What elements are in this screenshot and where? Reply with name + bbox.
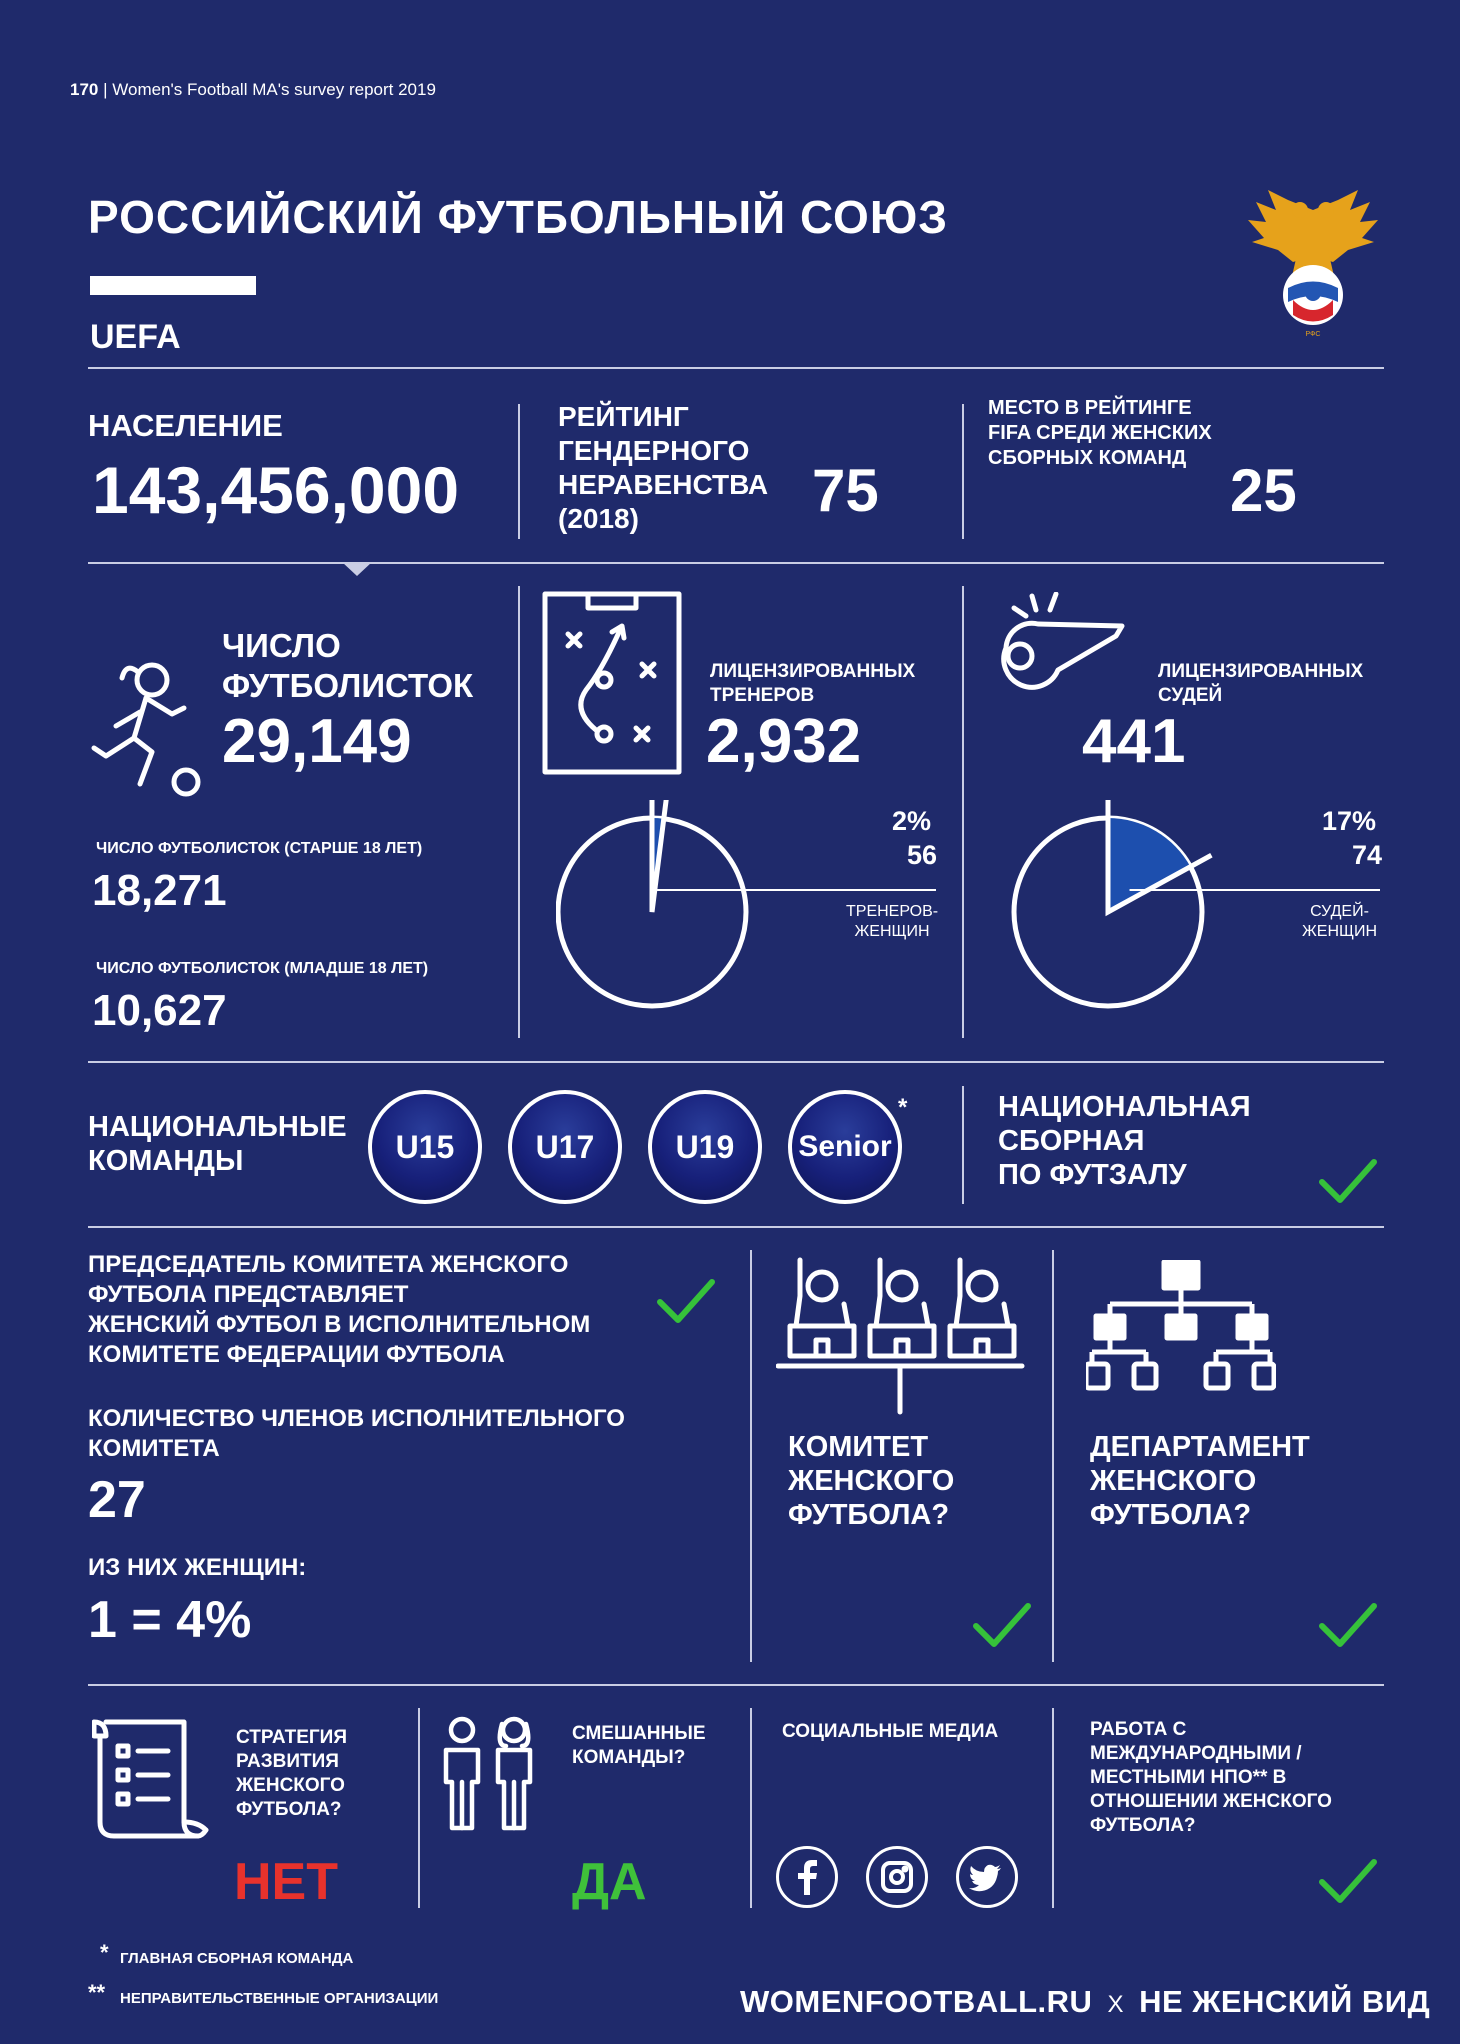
population-value: 143,456,000 <box>92 453 460 527</box>
committee-voting-icon <box>776 1256 1026 1416</box>
futsal-check-icon <box>1318 1156 1378 1206</box>
players-value: 29,149 <box>222 707 412 776</box>
branding-x: X <box>1107 1991 1125 2018</box>
exec-women-label: ИЗ НИХ ЖЕНЩИН: <box>88 1554 307 1581</box>
vrule-row5-a <box>418 1708 420 1908</box>
divider-3 <box>88 1061 1384 1063</box>
population-label: НАСЕЛЕНИЕ <box>88 408 283 443</box>
players-under18-label: ЧИСЛО ФУТБОЛИСТОК (МЛАДШЕ 18 ЛЕТ) <box>96 960 429 977</box>
header-separator: | <box>103 80 108 99</box>
mixed-teams-label: СМЕШАННЫЕ КОМАНДЫ? <box>572 1723 706 1768</box>
page-header <box>70 80 436 100</box>
vrule-row4-a <box>750 1250 752 1662</box>
ngo-label: РАБОТА С МЕЖДУНАРОДНЫМИ / МЕСТНЫМИ НПО** В ОТНОШЕНИИ ЖЕНСКОГО ФУТБОЛА? <box>1090 1719 1332 1836</box>
divider-2 <box>88 562 1384 564</box>
exec-women-value: 1 = 4% <box>88 1591 252 1649</box>
players-over18-value: 18,271 <box>92 866 227 915</box>
womens-department-label: ДЕПАРТАМЕНТ ЖЕНСКОГО ФУТБОЛА? <box>1090 1431 1310 1531</box>
vrule-row1-b <box>962 404 964 539</box>
players-label: ЧИСЛО ФУТБОЛИСТОК <box>222 627 474 704</box>
report-title: Women's Football MA's survey report 2019 <box>112 80 436 99</box>
senior-footnote-mark: * <box>898 1094 908 1121</box>
team-badge-u15: U15 <box>368 1090 482 1204</box>
branding-right: НЕ ЖЕНСКИЙ ВИД <box>1139 1984 1431 2019</box>
exec-committee-label: КОЛИЧЕСТВО ЧЛЕНОВ ИСПОЛНИТЕЛЬНОГО КОМИТЕТА <box>88 1405 625 1462</box>
womens-committee-label: КОМИТЕТ ЖЕНСКОГО ФУТБОЛА? <box>788 1431 955 1531</box>
ngo-check-icon <box>1318 1856 1378 1906</box>
facebook-icon[interactable] <box>776 1846 838 1908</box>
committee-chair-check-icon <box>656 1276 716 1326</box>
referees-women-slice <box>1108 818 1190 912</box>
page-title: РОССИЙСКИЙ ФУТБОЛЬНЫЙ СОЮЗ <box>88 191 949 243</box>
title-underline <box>90 276 256 295</box>
referees-women-count: 74 <box>1352 840 1383 870</box>
twitter-icon[interactable] <box>956 1846 1018 1908</box>
strategy-answer: НЕТ <box>234 1853 338 1911</box>
womens-department-check-icon <box>1318 1600 1378 1650</box>
coaches-women-count: 56 <box>907 840 938 870</box>
org-chart-icon <box>1086 1260 1276 1396</box>
national-teams-label: НАЦИОНАЛЬНЫЕ КОМАНДЫ <box>88 1111 347 1177</box>
futsal-label: НАЦИОНАЛЬНАЯ СБОРНАЯ ПО ФУТЗАЛУ <box>998 1091 1251 1191</box>
instagram-icon[interactable] <box>866 1846 928 1908</box>
team-badge-senior: Senior <box>788 1090 902 1204</box>
team-badge-u17: U17 <box>508 1090 622 1204</box>
gender-rating-label: РЕЙТИНГ ГЕНДЕРНОГО НЕРАВЕНСТВА (2018) <box>558 401 769 534</box>
coaches-women-percent: 2% <box>892 806 932 836</box>
referees-label: ЛИЦЕНЗИРОВАННЫХ СУДЕЙ <box>1158 661 1364 706</box>
divider-1 <box>88 367 1384 369</box>
svg-text:РФС: РФС <box>1305 331 1321 338</box>
player-kicking-icon <box>86 652 206 802</box>
divider-4 <box>88 1226 1384 1228</box>
social-media-label: СОЦИАЛЬНЫЕ МЕДИА <box>782 1721 999 1742</box>
referees-women-label: СУДЕЙ- ЖЕНЩИН <box>1302 903 1378 940</box>
footnote-2-text: НЕПРАВИТЕЛЬСТВЕННЫЕ ОРГАНИЗАЦИИ <box>120 1990 439 2007</box>
vrule-row1-a <box>518 404 520 539</box>
coaches-value: 2,932 <box>706 707 862 776</box>
page-number: 170 <box>70 80 99 99</box>
players-over18-label: ЧИСЛО ФУТБОЛИСТОК (СТАРШЕ 18 ЛЕТ) <box>96 840 423 857</box>
federation-logo-icon <box>1248 190 1378 340</box>
players-under18-value: 10,627 <box>92 986 227 1035</box>
branding <box>740 1984 1430 2020</box>
whistle-icon <box>976 592 1126 702</box>
vrule-row5-b <box>750 1708 752 1908</box>
exec-committee-value: 27 <box>88 1471 146 1529</box>
footnote-1-mark: * <box>100 1940 109 1965</box>
vrule-row3 <box>962 1086 964 1204</box>
gender-rating-value: 75 <box>812 457 879 524</box>
strategy-label: СТРАТЕГИЯ РАЗВИТИЯ ЖЕНСКОГО ФУТБОЛА? <box>236 1727 347 1820</box>
strategy-document-icon <box>92 1718 210 1840</box>
committee-chair-label: ПРЕДСЕДАТЕЛЬ КОМИТЕТА ЖЕНСКОГО ФУТБОЛА ПРЕДСТАВЛЯЕТ ЖЕНСКИЙ ФУТБОЛ В ИСПОЛНИТЕЛЬНОМ КОМИТЕТЕ ФЕДЕРАЦИИ ФУТБОЛА <box>88 1251 591 1368</box>
mixed-teams-icon <box>436 1716 542 1832</box>
tactics-board-icon <box>542 590 682 776</box>
confederation: UEFA <box>90 318 181 356</box>
branding-left: WOMENFOOTBALL.RU <box>740 1984 1093 2019</box>
coaches-women-label: ТРЕНЕРОВ- ЖЕНЩИН <box>846 903 939 940</box>
coaches-label: ЛИЦЕНЗИРОВАННЫХ ТРЕНЕРОВ <box>710 661 916 706</box>
vrule-row4-b <box>1052 1250 1054 1662</box>
footnote-2-mark: ** <box>88 1980 106 2005</box>
mixed-teams-answer: ДА <box>572 1853 647 1911</box>
referees-value: 441 <box>1082 707 1186 776</box>
divider-5 <box>88 1684 1384 1686</box>
footnote-1-text: ГЛАВНАЯ СБОРНАЯ КОМАНДА <box>120 1950 354 1967</box>
team-badge-u19: U19 <box>648 1090 762 1204</box>
fifa-rank-label: МЕСТО В РЕЙТИНГЕ FIFA СРЕДИ ЖЕНСКИХ СБОРНЫХ КОМАНД <box>988 397 1212 469</box>
vrule-row5-c <box>1052 1708 1054 1908</box>
vrule-row2-a <box>518 586 520 1038</box>
referees-women-percent: 17% <box>1322 806 1377 836</box>
womens-committee-check-icon <box>972 1600 1032 1650</box>
fifa-rank-value: 25 <box>1230 457 1297 524</box>
divider-pointer <box>342 562 372 576</box>
